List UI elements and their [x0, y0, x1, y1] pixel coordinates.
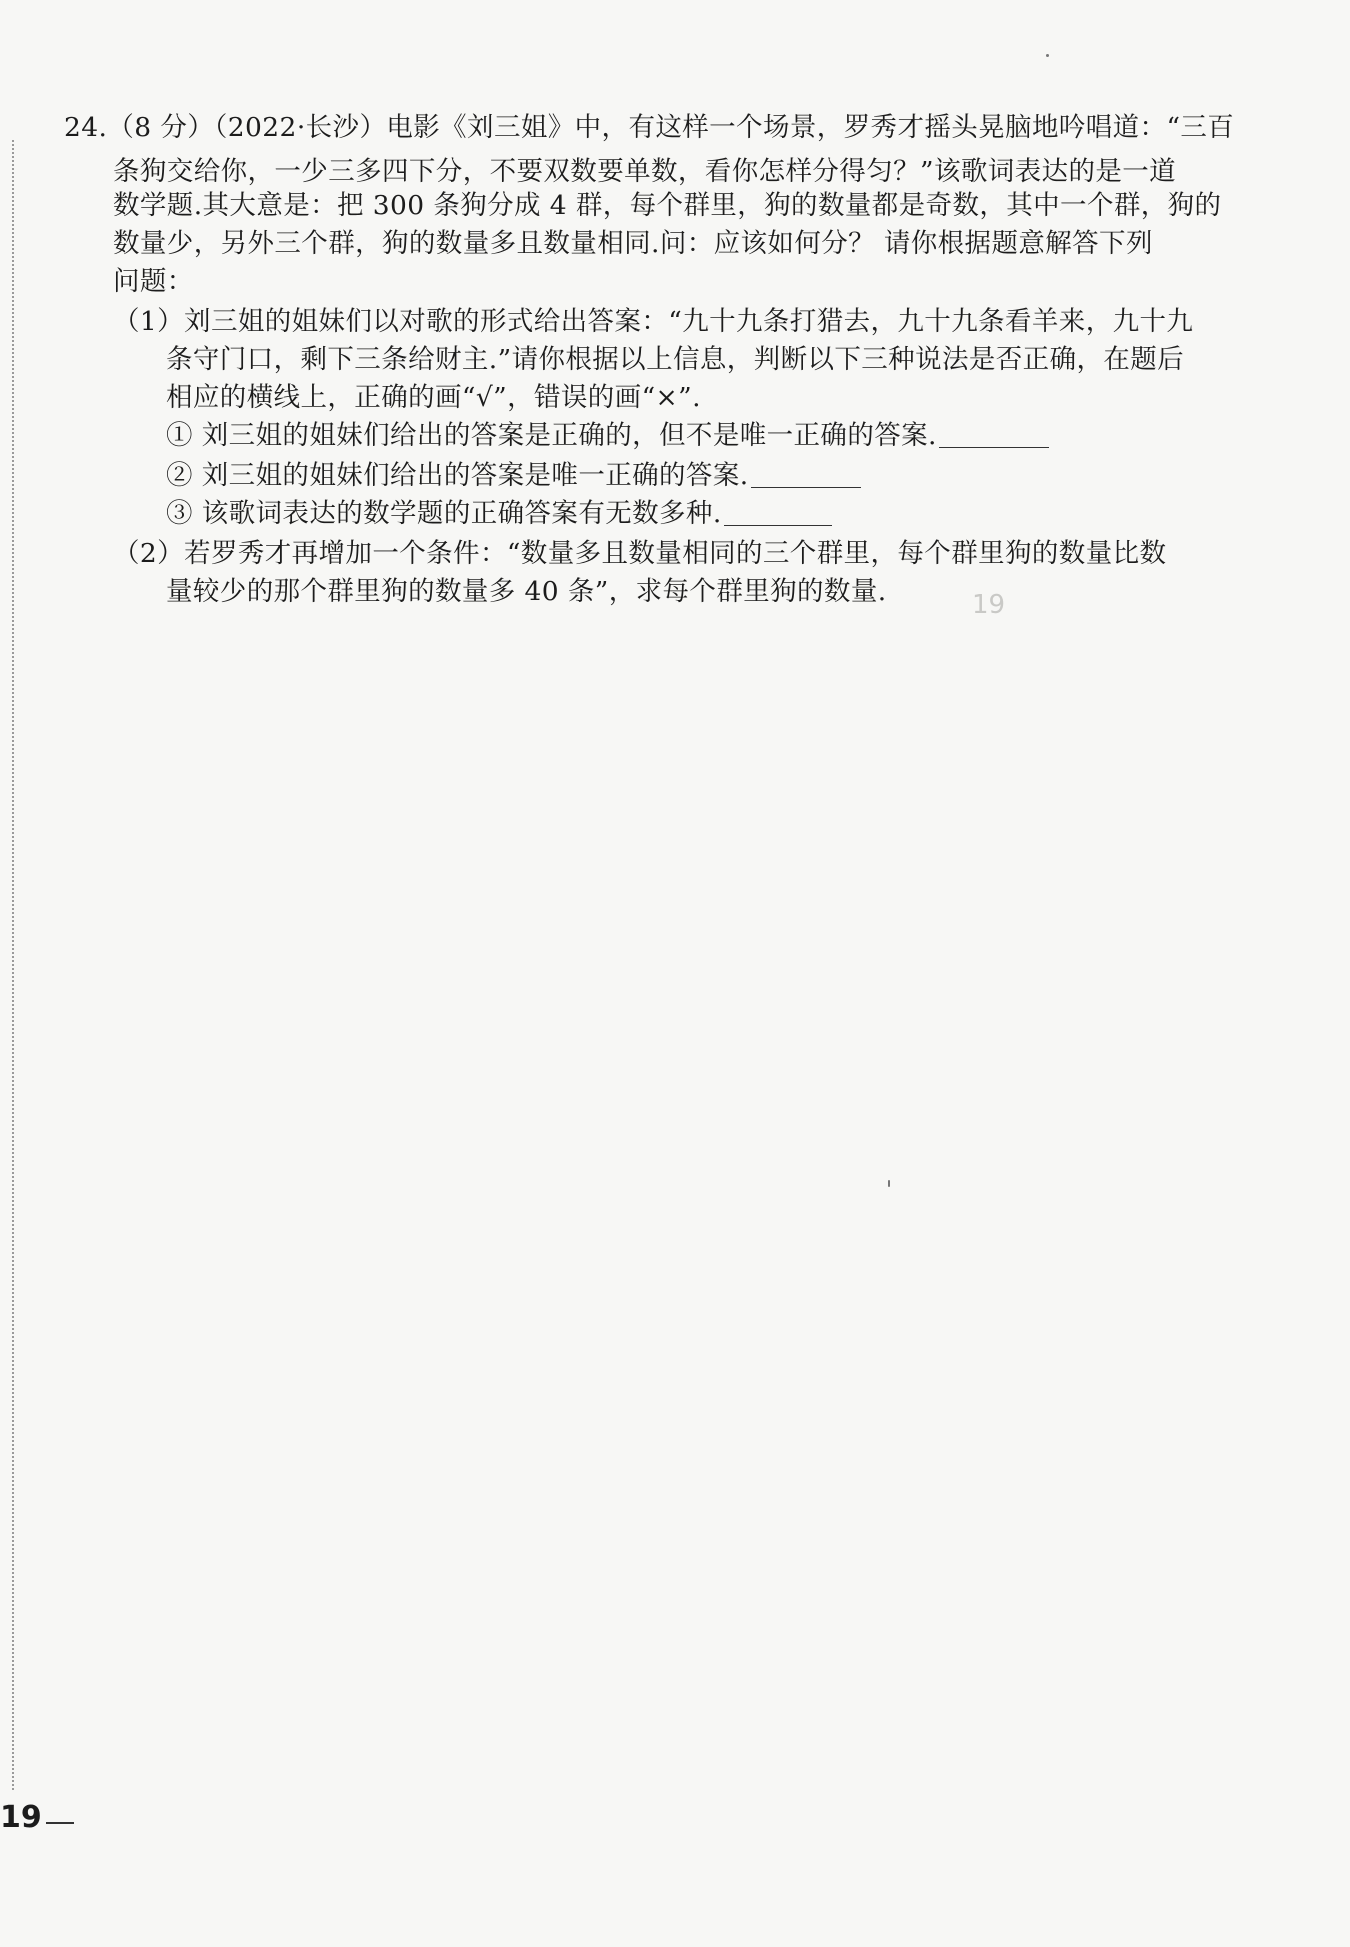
- binding-margin-line: [12, 140, 14, 1790]
- page-number-dash: [46, 1822, 74, 1824]
- part2-line-2: 量较少的那个群里狗的数量多 40 条”，求每个群里狗的数量.: [166, 576, 887, 607]
- part1-line-1: （1）刘三姐的姐妹们以对歌的形式给出答案：“九十九条打猎去，九十九条看羊来，九十九: [113, 306, 1194, 337]
- part1-line-2: 条守门口，剩下三条给财主.”请你根据以上信息，判断以下三种说法是否正确，在题后: [166, 344, 1185, 375]
- question-line-4: 数量少，另外三个群，狗的数量多且数量相同.问：应该如何分？ 请你根据题意解答下列: [113, 228, 1153, 259]
- part1-line-3: 相应的横线上，正确的画“√”，错误的画“×”.: [166, 382, 701, 413]
- part2-line-1: （2）若罗秀才再增加一个条件：“数量多且数量相同的三个群里，每个群里狗的数量比数: [113, 538, 1167, 569]
- question-line-1: 24.（8 分）（2022·长沙）电影《刘三姐》中，有这样一个场景，罗秀才摇头晃脑地吟唱道：“三百: [64, 112, 1235, 143]
- option-3-text: ③ 该歌词表达的数学题的正确答案有无数多种.: [166, 498, 722, 529]
- bleed-through-mark: 19: [972, 590, 1006, 620]
- option-1-text: ① 刘三姐的姐妹们给出的答案是正确的，但不是唯一正确的答案.: [166, 420, 937, 451]
- answer-blank-2[interactable]: [751, 457, 861, 488]
- answer-blank-3[interactable]: [724, 495, 832, 526]
- question-line-5: 问题：: [113, 266, 194, 297]
- question-line-2: 条狗交给你，一少三多四下分，不要双数要单数，看你怎样分得匀？”该歌词表达的是一道: [113, 156, 1177, 187]
- question-line-3: 数学题.其大意是：把 300 条狗分成 4 群，每个群里，狗的数量都是奇数，其中一个群，狗的: [113, 190, 1222, 221]
- paper-speck: [888, 1180, 890, 1187]
- paper-speck: [1046, 54, 1049, 57]
- option-2-text: ② 刘三姐的姐妹们给出的答案是唯一正确的答案.: [166, 460, 749, 491]
- answer-blank-1[interactable]: [939, 417, 1049, 448]
- page-number: 19: [0, 1800, 42, 1835]
